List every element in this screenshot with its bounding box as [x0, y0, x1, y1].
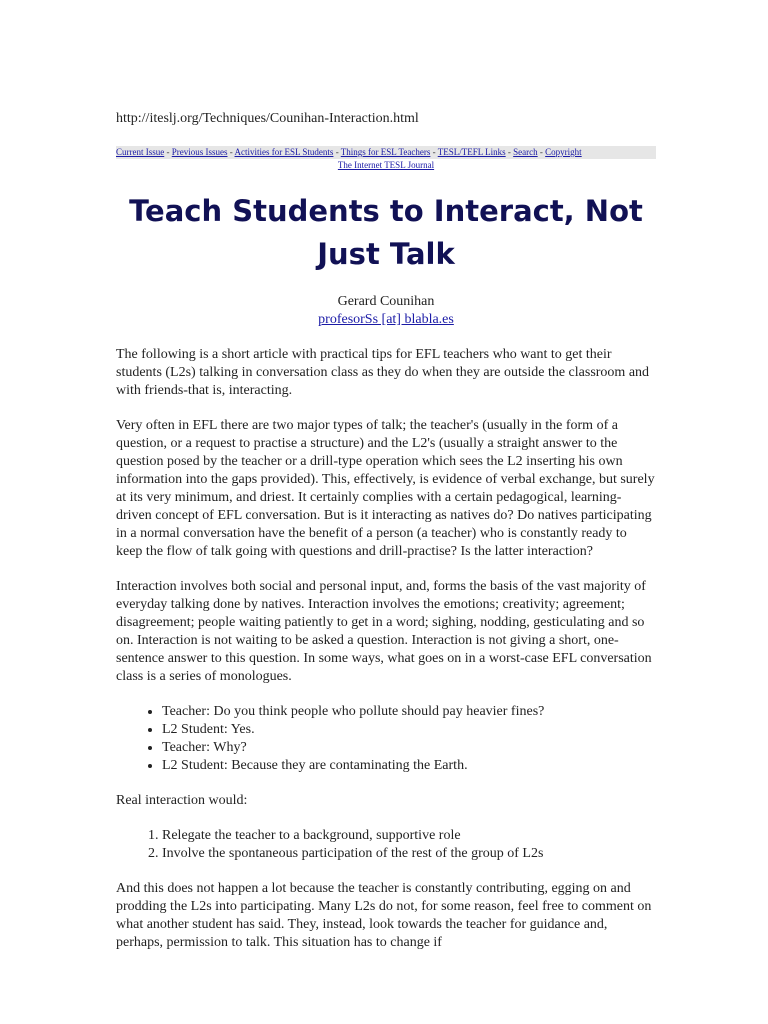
nav-link-previous-issues[interactable]: Previous Issues — [171, 147, 228, 157]
nav-link-things-teachers[interactable]: Things for ESL Teachers — [340, 147, 431, 157]
real-interaction-item: 2. Involve the spontaneous participation of the rest of the group of L2s — [162, 845, 656, 863]
real-interaction-intro: Real interaction would: — [116, 793, 248, 808]
nav-link-search[interactable]: Search — [513, 147, 538, 157]
nav-link-copyright[interactable]: Copyright — [545, 147, 582, 157]
nav-link-tesl-links[interactable]: TESL/TEFL Links — [437, 147, 506, 157]
nav-separator: - — [430, 147, 438, 157]
nav-separator: - — [227, 147, 235, 157]
article-title: Teach Students to Interact, Not Just Talk — [129, 194, 643, 271]
body-paragraph: Very often in EFL there are two major types of talk; the teacher's (usually in the form of a question, or a request to practise a structure) and the L2's (usually a straight answer to the question posed by the teacher or a drill-type operation which sees the L2 inserting his own information into the gaps provided). This, effectively, is evidence of verbal exchange, but surely at its very minimum, and driest. It certainly complies with a certain pedagogical, learning-driven concept of EFL conversation. But is it interacting as natives do? Do natives participating in a normal conversation have the benefit of a person (a teacher) who is constantly ready to keep the flow of talk going with questions and drill-practise? Is the latter interaction? — [116, 418, 655, 559]
author-email-link[interactable]: profesorSs [at] blabla.es — [318, 312, 454, 327]
real-interaction-item: 1. Relegate the teacher to a background, supportive role — [162, 827, 656, 845]
closing-paragraph: And this does not happen a lot because the teacher is constantly contributing, egging on and prodding the L2s into participating. Many L2s do not, for some reason, feel free to comment on what another student has said. They, instead, look towards the teacher for guidance and, perhaps, permission to talk. This situation has to change if — [116, 881, 652, 950]
nav-separator: - — [333, 147, 341, 157]
journal-link[interactable]: The Internet TESL Journal — [337, 160, 435, 170]
nav-separator: - — [164, 147, 172, 157]
intro-paragraph: The following is a short article with practical tips for EFL teachers who want to get their students (L2s) talking in conversation class as they do when they are outside the classroom and with friends-that is, interacting. — [116, 347, 650, 398]
real-interaction-list — [116, 827, 656, 863]
dialogue-line: • Teacher: Do you think people who pollute should pay heavier fines? — [162, 703, 656, 721]
dialogue-list — [116, 703, 656, 775]
journal-line — [116, 159, 656, 171]
dialogue-line: • L2 Student: Because they are contaminating the Earth. — [162, 757, 656, 775]
nav-link-activities-students[interactable]: Activities for ESL Students — [234, 147, 334, 157]
byline — [116, 293, 656, 329]
source-url: http://iteslj.org/Techniques/Counihan-Interaction.html — [116, 111, 419, 126]
nav-link-current-issue[interactable]: Current Issue — [116, 147, 165, 157]
article-body — [116, 346, 656, 969]
dialogue-line: • L2 Student: Yes. — [162, 721, 656, 739]
site-nav-bar — [116, 146, 656, 159]
author-name: Gerard Counihan — [337, 294, 435, 309]
nav-separator: - — [505, 147, 514, 157]
body-paragraph: Interaction involves both social and personal input, and, forms the basis of the vast majority of everyday talking done by natives. Interaction involves the emotions; creativity; agreement; disagreement; people waiting patiently to get in a word; sighing, nodding, gesticulating and so on. Interaction is not waiting to be asked a question. Interaction is not giving a short, one-sentence answer to this question. In some ways, what goes on in a worst-case EFL conversation class is a series of monologues. — [116, 579, 652, 684]
dialogue-line: • Teacher: Why? — [162, 739, 656, 757]
nav-separator: - — [537, 147, 546, 157]
